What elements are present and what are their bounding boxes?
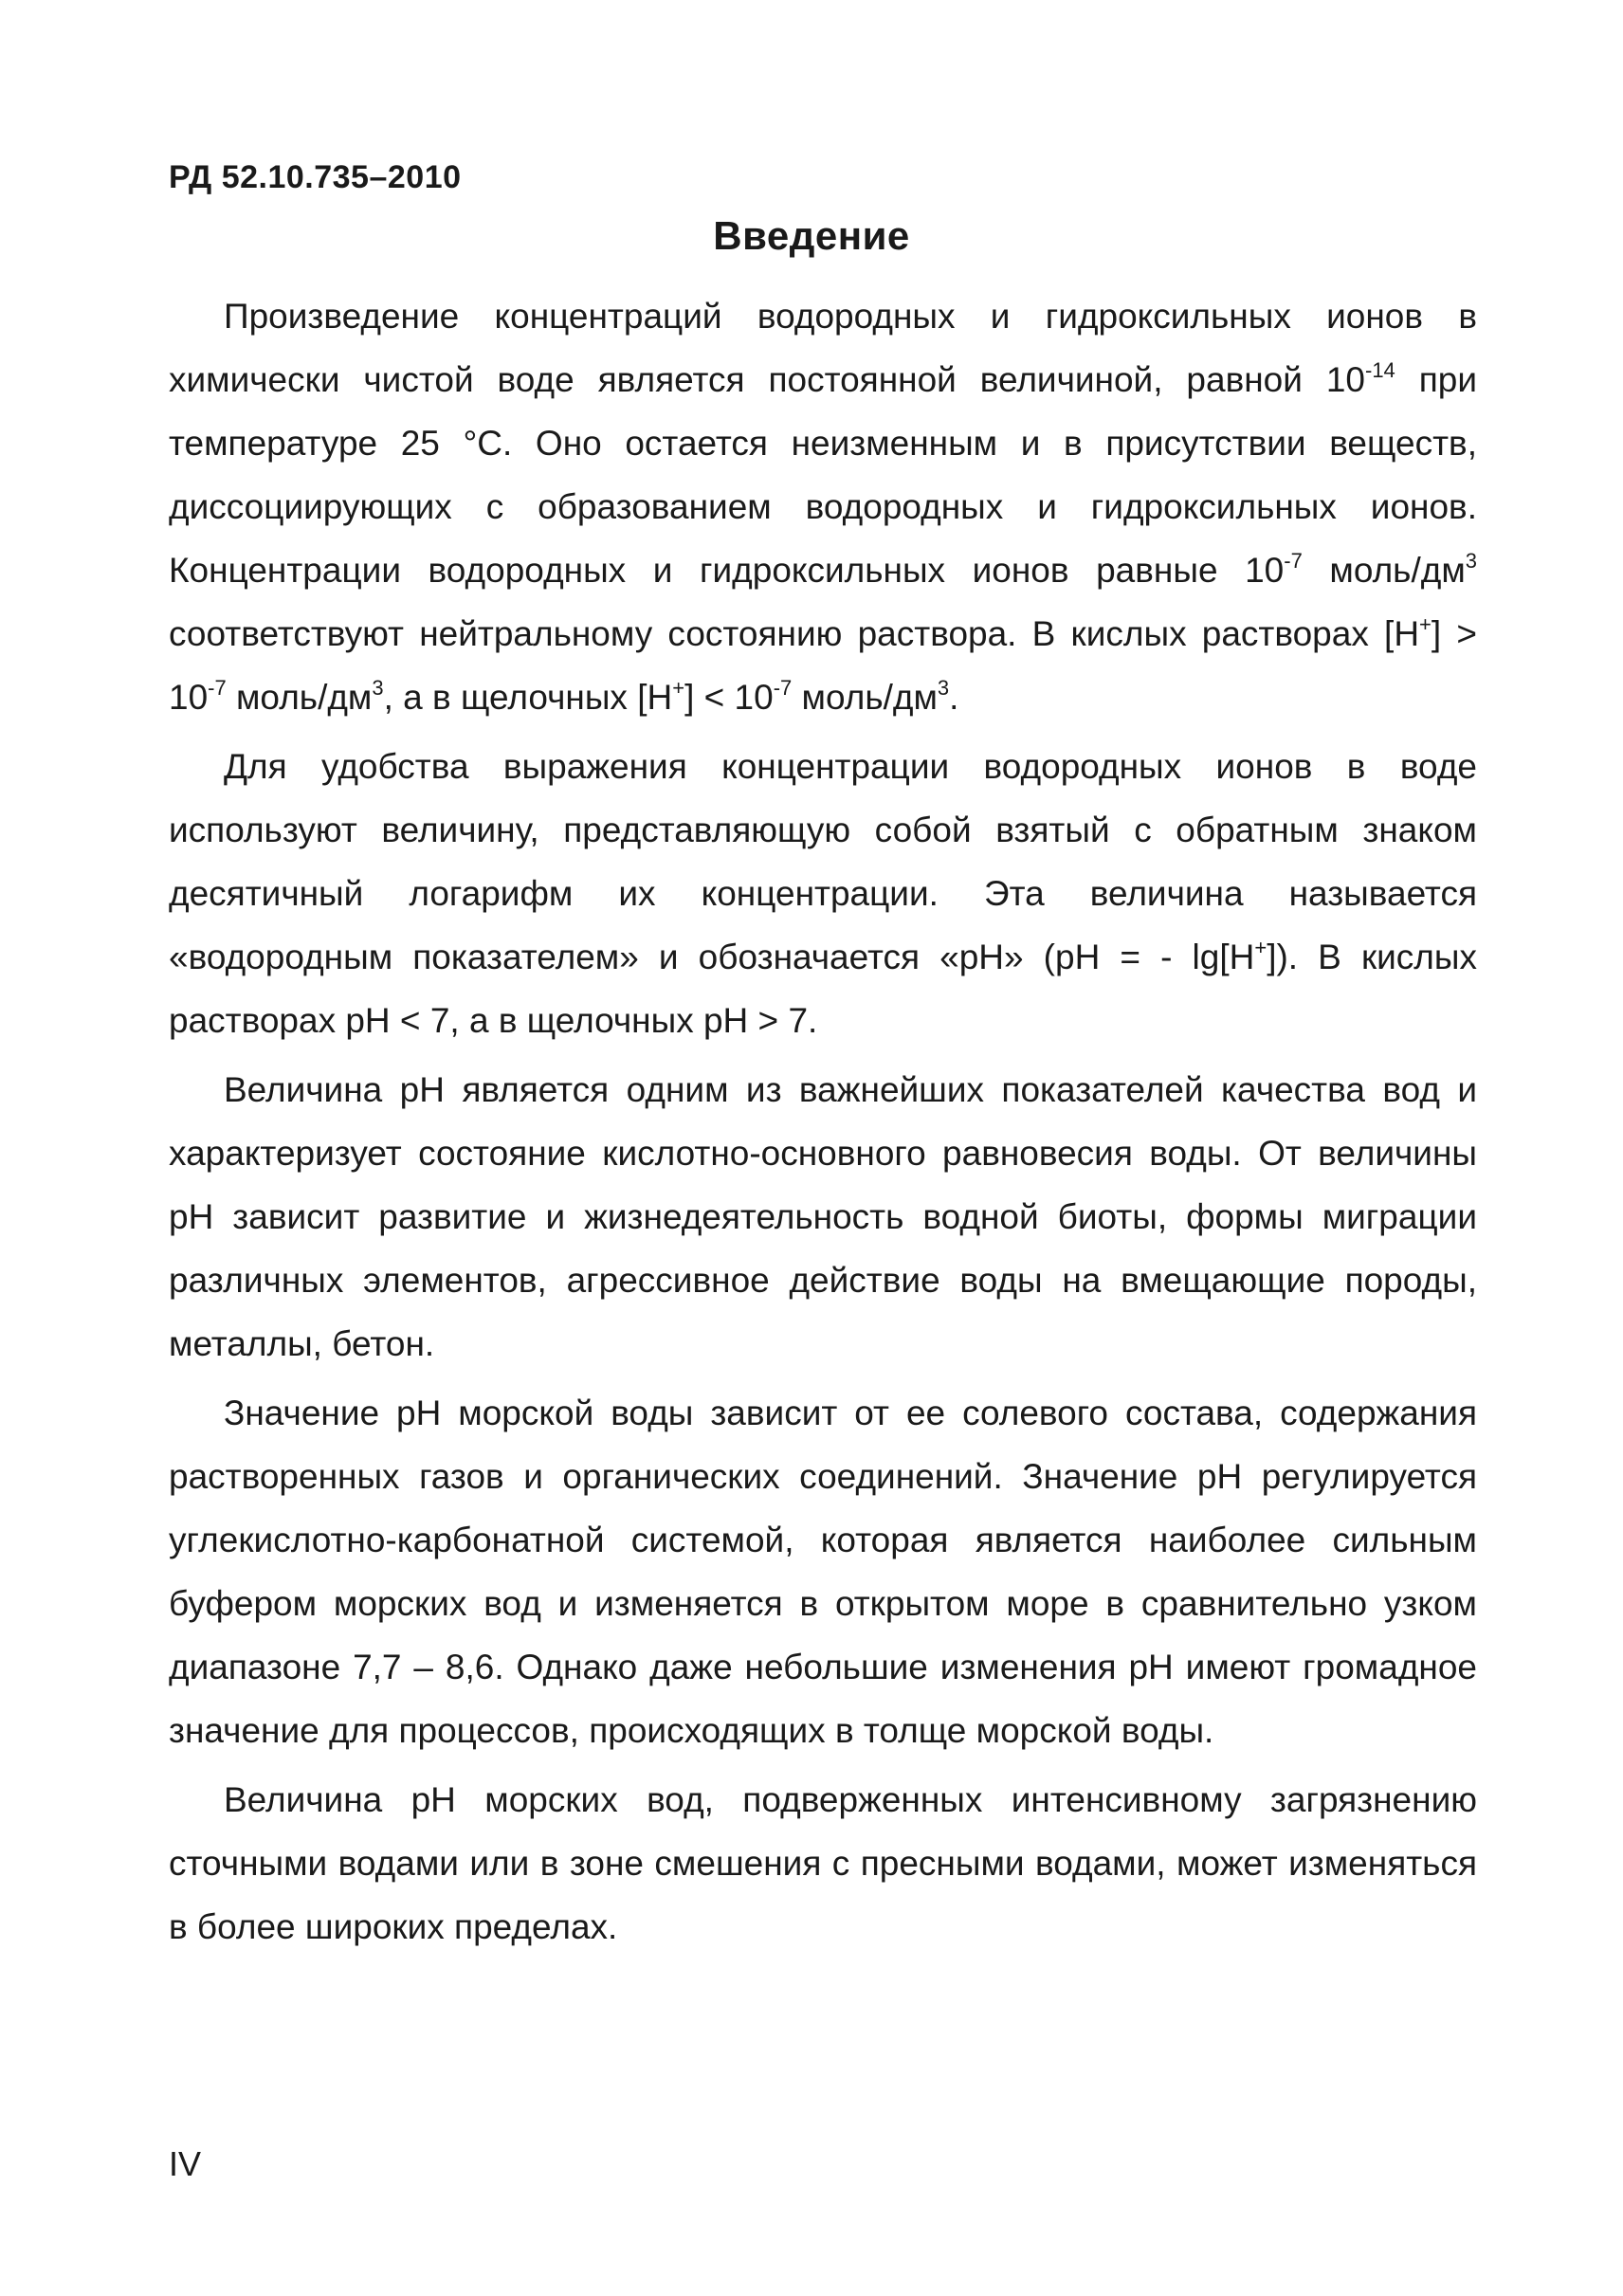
paragraph-ph-importance [169, 1058, 1477, 1376]
superscript: 3 [372, 676, 384, 700]
text-run: Величина рН морских вод, подверженных интенсивному загрязнению сточными водами или в зоне смешения с пресными водами, может изменяться в более широких пределах. [169, 1780, 1477, 1946]
text-run: моль/дм [226, 678, 373, 717]
text-run: моль/дм [1302, 551, 1466, 590]
text-run: моль/дм [792, 678, 938, 717]
body-text [169, 284, 1477, 1964]
text-run: ] > 10 [169, 614, 1477, 717]
superscript: -14 [1365, 358, 1395, 382]
superscript: -7 [773, 676, 793, 700]
superscript: + [672, 676, 685, 700]
document-code: РД 52.10.735–2010 [169, 159, 462, 195]
paragraph-seawater-ph [169, 1381, 1477, 1762]
page-number: IV [169, 2144, 202, 2183]
paragraph-ph-definition [169, 735, 1477, 1052]
superscript: + [1254, 936, 1267, 959]
text-run: Для удобства выражения концентрации водородных ионов в воде используют величину, представляющую собой взятый с обратным знаком десятичный логарифм их концентрации. Эта величина называется «водородным показателем» и обозначается «рН» (рН = - lg[Н [169, 747, 1477, 976]
superscript: + [1419, 612, 1432, 636]
text-run: Величина рН является одним из важнейших показателей качества вод и характеризует состояние кислотно-основного равновесия воды. От величины рН зависит развитие и жизнедеятельность водной биоты, формы миграции различных элементов, агрессивное действие воды на вмещающие породы, металлы, бетон. [169, 1070, 1477, 1363]
text-run: ] < 10 [684, 678, 774, 717]
section-title: Введение [713, 213, 910, 258]
text-run: . [949, 678, 959, 717]
text-run: Значение рН морской воды зависит от ее солевого состава, содержания растворенных газов и органических соединений. Значение рН регулируется углекислотно-карбонатной системой, которая является наиболее сильным буфером морских вод и изменяется в открытом море в сравнительно узком диапазоне 7,7 – 8,6. Однако даже небольшие изменения рН имеют громадное значение для процессов, происходящих в толще морской воды. [169, 1394, 1477, 1750]
paragraph-polluted-waters [169, 1768, 1477, 1959]
superscript: -7 [1284, 549, 1303, 573]
text-run: соответствуют нейтральному состоянию раствора. В кислых растворах [Н [169, 614, 1420, 653]
text-run: при температуре 25 °С. Оно остается неизменным и в присутствии веществ, диссоциирующих с образованием водородных и гидроксильных ионов. Концентрации водородных и гидроксильных ионов равные 10 [169, 360, 1478, 590]
text-run: Произведение концентраций водородных и гидроксильных ионов в химически чистой воде является постоянной величиной, равной 10 [169, 297, 1477, 399]
superscript: 3 [937, 676, 950, 700]
text-run: ]). В кислых растворах рН < 7, а в щелочных рН > 7. [169, 938, 1477, 1040]
superscript: 3 [1465, 549, 1478, 573]
text-run: , а в щелочных [Н [383, 678, 673, 717]
paragraph-water-ion-product [169, 284, 1477, 729]
superscript: -7 [208, 676, 227, 700]
